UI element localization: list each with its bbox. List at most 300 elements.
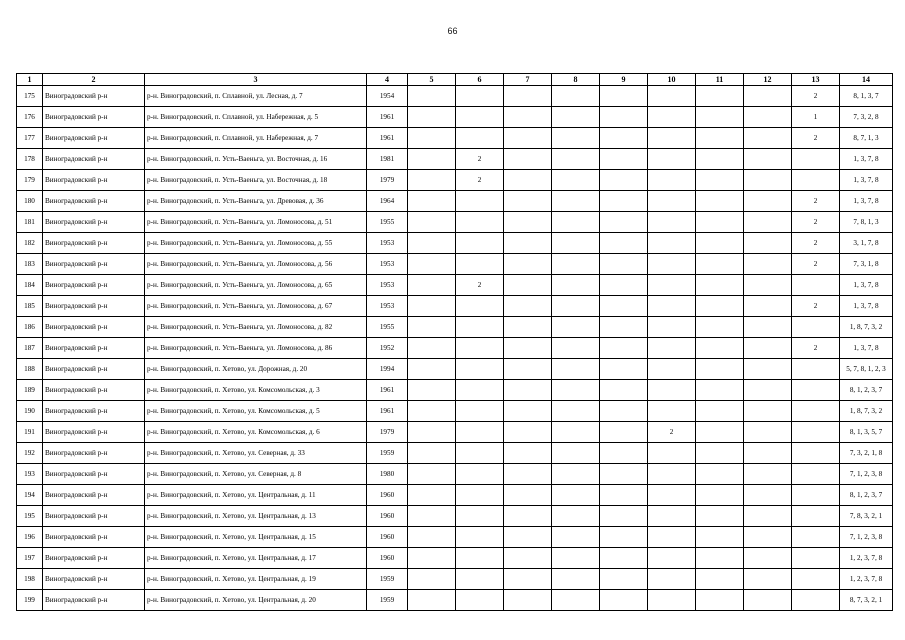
col12-cell [744, 86, 792, 107]
col8-cell [552, 443, 600, 464]
col5-cell [408, 149, 456, 170]
col11-cell [696, 422, 744, 443]
page-number: 66 [447, 26, 458, 36]
col13-cell: 2 [792, 338, 840, 359]
column-header: 4 [367, 74, 408, 86]
col10-cell: 2 [648, 422, 696, 443]
col14-cell: 1, 8, 7, 3, 2 [840, 401, 893, 422]
table-row [17, 191, 893, 212]
col14-cell: 7, 1, 2, 3, 8 [840, 527, 893, 548]
table-row [17, 170, 893, 191]
district-cell: Виноградовский р-н [43, 569, 145, 590]
address-cell: р-н. Виноградовский, п. Усть-Ваеньга, ул. Восточная, д. 18 [145, 170, 367, 191]
col7-cell [504, 233, 552, 254]
col14-cell: 8, 7, 1, 3 [840, 128, 893, 149]
year-cell: 1961 [367, 107, 408, 128]
col11-cell [696, 527, 744, 548]
col12-cell [744, 233, 792, 254]
year-cell: 1953 [367, 296, 408, 317]
col12-cell [744, 296, 792, 317]
col12-cell [744, 527, 792, 548]
col9-cell [600, 275, 648, 296]
col8-cell [552, 128, 600, 149]
col14-cell: 1, 3, 7, 8 [840, 275, 893, 296]
col13-cell [792, 275, 840, 296]
col5-cell [408, 212, 456, 233]
table-row [17, 275, 893, 296]
col12-cell [744, 401, 792, 422]
col7-cell [504, 317, 552, 338]
col10-cell [648, 338, 696, 359]
col8-cell [552, 590, 600, 611]
col9-cell [600, 191, 648, 212]
col5-cell [408, 485, 456, 506]
col10-cell [648, 296, 696, 317]
col9-cell [600, 170, 648, 191]
col9-cell [600, 443, 648, 464]
col14-cell: 7, 8, 1, 3 [840, 212, 893, 233]
table-row [17, 86, 893, 107]
col7-cell [504, 170, 552, 191]
col5-cell [408, 569, 456, 590]
col8-cell [552, 233, 600, 254]
row-number: 180 [17, 191, 43, 212]
col10-cell [648, 254, 696, 275]
col6-cell [456, 464, 504, 485]
table-row [17, 569, 893, 590]
col5-cell [408, 317, 456, 338]
col13-cell [792, 464, 840, 485]
table-row [17, 485, 893, 506]
col8-cell [552, 401, 600, 422]
col14-cell: 1, 3, 7, 8 [840, 296, 893, 317]
col12-cell [744, 422, 792, 443]
col7-cell [504, 296, 552, 317]
table-row [17, 464, 893, 485]
table-body [17, 86, 893, 611]
col8-cell [552, 422, 600, 443]
table-row [17, 296, 893, 317]
col8-cell [552, 527, 600, 548]
row-number: 184 [17, 275, 43, 296]
col14-cell: 1, 3, 7, 8 [840, 338, 893, 359]
row-number: 189 [17, 380, 43, 401]
district-cell: Виноградовский р-н [43, 233, 145, 254]
col10-cell [648, 191, 696, 212]
district-cell: Виноградовский р-н [43, 548, 145, 569]
row-number: 194 [17, 485, 43, 506]
col7-cell [504, 212, 552, 233]
column-header: 5 [408, 74, 456, 86]
table-row [17, 107, 893, 128]
col5-cell [408, 359, 456, 380]
col12-cell [744, 485, 792, 506]
col9-cell [600, 359, 648, 380]
address-cell: р-н. Виноградовский, п. Сплавной, ул. Набережная, д. 5 [145, 107, 367, 128]
district-cell: Виноградовский р-н [43, 86, 145, 107]
year-cell: 1980 [367, 464, 408, 485]
col11-cell [696, 443, 744, 464]
col9-cell [600, 401, 648, 422]
col11-cell [696, 485, 744, 506]
address-cell: р-н. Виноградовский, п. Хетово, ул. Центральная, д. 11 [145, 485, 367, 506]
column-header: 6 [456, 74, 504, 86]
row-number: 195 [17, 506, 43, 527]
col6-cell [456, 359, 504, 380]
address-cell: р-н. Виноградовский, п. Сплавной, ул. Набережная, д. 7 [145, 128, 367, 149]
col6-cell [456, 317, 504, 338]
year-cell: 1961 [367, 401, 408, 422]
col7-cell [504, 149, 552, 170]
col9-cell [600, 254, 648, 275]
column-header: 1 [17, 74, 43, 86]
col7-cell [504, 422, 552, 443]
col6-cell [456, 548, 504, 569]
col12-cell [744, 212, 792, 233]
row-number: 176 [17, 107, 43, 128]
column-header: 11 [696, 74, 744, 86]
address-cell: р-н. Виноградовский, п. Хетово, ул. Северная, д. 8 [145, 464, 367, 485]
year-cell: 1960 [367, 527, 408, 548]
column-header: 12 [744, 74, 792, 86]
col6-cell [456, 128, 504, 149]
year-cell: 1981 [367, 149, 408, 170]
housing-registry-table [16, 73, 893, 611]
col9-cell [600, 422, 648, 443]
col11-cell [696, 212, 744, 233]
row-number: 188 [17, 359, 43, 380]
col8-cell [552, 107, 600, 128]
district-cell: Виноградовский р-н [43, 149, 145, 170]
col14-cell: 1, 3, 7, 8 [840, 170, 893, 191]
col10-cell [648, 590, 696, 611]
table-row [17, 212, 893, 233]
col13-cell [792, 443, 840, 464]
row-number: 183 [17, 254, 43, 275]
col6-cell [456, 485, 504, 506]
col5-cell [408, 590, 456, 611]
col9-cell [600, 338, 648, 359]
col9-cell [600, 506, 648, 527]
col10-cell [648, 548, 696, 569]
district-cell: Виноградовский р-н [43, 380, 145, 401]
col11-cell [696, 401, 744, 422]
col13-cell [792, 317, 840, 338]
col13-cell [792, 422, 840, 443]
col5-cell [408, 548, 456, 569]
col5-cell [408, 506, 456, 527]
col12-cell [744, 191, 792, 212]
row-number: 175 [17, 86, 43, 107]
col7-cell [504, 443, 552, 464]
address-cell: р-н. Виноградовский, п. Хетово, ул. Центральная, д. 19 [145, 569, 367, 590]
col12-cell [744, 506, 792, 527]
address-cell: р-н. Виноградовский, п. Хетово, ул. Центральная, д. 20 [145, 590, 367, 611]
col8-cell [552, 359, 600, 380]
col12-cell [744, 170, 792, 191]
row-number: 185 [17, 296, 43, 317]
col11-cell [696, 506, 744, 527]
col8-cell [552, 380, 600, 401]
col7-cell [504, 380, 552, 401]
year-cell: 1979 [367, 422, 408, 443]
col11-cell [696, 359, 744, 380]
row-number: 198 [17, 569, 43, 590]
table-row [17, 590, 893, 611]
col10-cell [648, 401, 696, 422]
col5-cell [408, 296, 456, 317]
col5-cell [408, 107, 456, 128]
col6-cell [456, 380, 504, 401]
col11-cell [696, 548, 744, 569]
col12-cell [744, 107, 792, 128]
col10-cell [648, 317, 696, 338]
year-cell: 1994 [367, 359, 408, 380]
col13-cell: 2 [792, 212, 840, 233]
table-row [17, 233, 893, 254]
col10-cell [648, 485, 696, 506]
col11-cell [696, 317, 744, 338]
col5-cell [408, 443, 456, 464]
col11-cell [696, 191, 744, 212]
col6-cell: 2 [456, 170, 504, 191]
row-number: 182 [17, 233, 43, 254]
col13-cell [792, 401, 840, 422]
address-cell: р-н. Виноградовский, п. Усть-Ваеньга, ул. Древовая, д. 36 [145, 191, 367, 212]
district-cell: Виноградовский р-н [43, 506, 145, 527]
col13-cell [792, 170, 840, 191]
col5-cell [408, 233, 456, 254]
col13-cell: 2 [792, 233, 840, 254]
col8-cell [552, 149, 600, 170]
column-header: 2 [43, 74, 145, 86]
year-cell: 1960 [367, 506, 408, 527]
col5-cell [408, 275, 456, 296]
district-cell: Виноградовский р-н [43, 443, 145, 464]
col7-cell [504, 548, 552, 569]
district-cell: Виноградовский р-н [43, 485, 145, 506]
col8-cell [552, 485, 600, 506]
column-header: 7 [504, 74, 552, 86]
table-row [17, 380, 893, 401]
row-number: 196 [17, 527, 43, 548]
col12-cell [744, 128, 792, 149]
col9-cell [600, 149, 648, 170]
col9-cell [600, 485, 648, 506]
col14-cell: 1, 2, 3, 7, 8 [840, 548, 893, 569]
col8-cell [552, 275, 600, 296]
district-cell: Виноградовский р-н [43, 128, 145, 149]
district-cell: Виноградовский р-н [43, 296, 145, 317]
year-cell: 1960 [367, 485, 408, 506]
col13-cell [792, 506, 840, 527]
col10-cell [648, 233, 696, 254]
col8-cell [552, 170, 600, 191]
col11-cell [696, 149, 744, 170]
col5-cell [408, 128, 456, 149]
row-number: 199 [17, 590, 43, 611]
year-cell: 1961 [367, 380, 408, 401]
col6-cell [456, 212, 504, 233]
col9-cell [600, 380, 648, 401]
district-cell: Виноградовский р-н [43, 191, 145, 212]
col10-cell [648, 170, 696, 191]
col11-cell [696, 338, 744, 359]
year-cell: 1954 [367, 86, 408, 107]
table-row [17, 422, 893, 443]
col8-cell [552, 254, 600, 275]
table-row [17, 548, 893, 569]
year-cell: 1959 [367, 443, 408, 464]
row-number: 181 [17, 212, 43, 233]
col9-cell [600, 464, 648, 485]
col7-cell [504, 485, 552, 506]
col12-cell [744, 380, 792, 401]
col10-cell [648, 149, 696, 170]
col9-cell [600, 296, 648, 317]
address-cell: р-н. Виноградовский, п. Усть-Ваеньга, ул. Ломоносова, д. 55 [145, 233, 367, 254]
row-number: 190 [17, 401, 43, 422]
col6-cell [456, 107, 504, 128]
col6-cell [456, 338, 504, 359]
col14-cell: 1, 3, 7, 8 [840, 191, 893, 212]
col6-cell [456, 443, 504, 464]
col10-cell [648, 464, 696, 485]
col14-cell: 7, 8, 3, 2, 1 [840, 506, 893, 527]
col8-cell [552, 212, 600, 233]
col10-cell [648, 443, 696, 464]
address-cell: р-н. Виноградовский, п. Хетово, ул. Комсомольская, д. 3 [145, 380, 367, 401]
table-row [17, 317, 893, 338]
col13-cell: 2 [792, 86, 840, 107]
col9-cell [600, 527, 648, 548]
col5-cell [408, 380, 456, 401]
col10-cell [648, 506, 696, 527]
col12-cell [744, 149, 792, 170]
row-number: 179 [17, 170, 43, 191]
col14-cell: 8, 1, 3, 7 [840, 86, 893, 107]
col7-cell [504, 128, 552, 149]
col13-cell [792, 569, 840, 590]
row-number: 191 [17, 422, 43, 443]
col12-cell [744, 590, 792, 611]
col11-cell [696, 170, 744, 191]
address-cell: р-н. Виноградовский, п. Усть-Ваеньга, ул. Ломоносова, д. 82 [145, 317, 367, 338]
row-number: 186 [17, 317, 43, 338]
col13-cell: 1 [792, 107, 840, 128]
col13-cell: 2 [792, 128, 840, 149]
col14-cell: 8, 1, 3, 5, 7 [840, 422, 893, 443]
table-row [17, 359, 893, 380]
col10-cell [648, 527, 696, 548]
col5-cell [408, 527, 456, 548]
col13-cell [792, 548, 840, 569]
year-cell: 1964 [367, 191, 408, 212]
col6-cell [456, 569, 504, 590]
col6-cell [456, 296, 504, 317]
col14-cell: 7, 3, 2, 1, 8 [840, 443, 893, 464]
col7-cell [504, 527, 552, 548]
col10-cell [648, 359, 696, 380]
year-cell: 1953 [367, 275, 408, 296]
header-row [17, 74, 893, 86]
col6-cell [456, 191, 504, 212]
col8-cell [552, 338, 600, 359]
col6-cell [456, 422, 504, 443]
col7-cell [504, 401, 552, 422]
col6-cell [456, 590, 504, 611]
col12-cell [744, 254, 792, 275]
col13-cell [792, 149, 840, 170]
col8-cell [552, 317, 600, 338]
address-cell: р-н. Виноградовский, п. Усть-Ваеньга, ул. Восточная, д. 16 [145, 149, 367, 170]
col7-cell [504, 275, 552, 296]
col11-cell [696, 86, 744, 107]
col8-cell [552, 506, 600, 527]
year-cell: 1960 [367, 548, 408, 569]
col7-cell [504, 569, 552, 590]
address-cell: р-н. Виноградовский, п. Хетово, ул. Дорожная, д. 20 [145, 359, 367, 380]
year-cell: 1979 [367, 170, 408, 191]
col14-cell: 3, 1, 7, 8 [840, 233, 893, 254]
col12-cell [744, 443, 792, 464]
year-cell: 1959 [367, 569, 408, 590]
col7-cell [504, 464, 552, 485]
address-cell: р-н. Виноградовский, п. Усть-Ваеньга, ул. Ломоносова, д. 86 [145, 338, 367, 359]
col8-cell [552, 86, 600, 107]
col13-cell [792, 380, 840, 401]
col11-cell [696, 128, 744, 149]
col12-cell [744, 548, 792, 569]
col9-cell [600, 86, 648, 107]
address-cell: р-н. Виноградовский, п. Хетово, ул. Северная, д. 33 [145, 443, 367, 464]
table-row [17, 149, 893, 170]
col12-cell [744, 317, 792, 338]
address-cell: р-н. Виноградовский, п. Усть-Ваеньга, ул. Ломоносова, д. 67 [145, 296, 367, 317]
col7-cell [504, 359, 552, 380]
col9-cell [600, 212, 648, 233]
col7-cell [504, 86, 552, 107]
district-cell: Виноградовский р-н [43, 401, 145, 422]
table-row [17, 527, 893, 548]
col14-cell: 8, 1, 2, 3, 7 [840, 380, 893, 401]
district-cell: Виноградовский р-н [43, 212, 145, 233]
address-cell: р-н. Виноградовский, п. Усть-Ваеньга, ул. Ломоносова, д. 56 [145, 254, 367, 275]
col11-cell [696, 107, 744, 128]
col10-cell [648, 128, 696, 149]
row-number: 192 [17, 443, 43, 464]
col11-cell [696, 275, 744, 296]
col6-cell: 2 [456, 149, 504, 170]
col5-cell [408, 464, 456, 485]
col9-cell [600, 590, 648, 611]
col13-cell [792, 590, 840, 611]
col10-cell [648, 275, 696, 296]
district-cell: Виноградовский р-н [43, 422, 145, 443]
district-cell: Виноградовский р-н [43, 107, 145, 128]
col11-cell [696, 569, 744, 590]
col10-cell [648, 569, 696, 590]
col11-cell [696, 233, 744, 254]
col14-cell: 1, 8, 7, 3, 2 [840, 317, 893, 338]
col14-cell: 7, 1, 2, 3, 8 [840, 464, 893, 485]
col11-cell [696, 296, 744, 317]
year-cell: 1953 [367, 254, 408, 275]
address-cell: р-н. Виноградовский, п. Усть-Ваеньга, ул. Ломоносова, д. 65 [145, 275, 367, 296]
col10-cell [648, 212, 696, 233]
col13-cell [792, 359, 840, 380]
district-cell: Виноградовский р-н [43, 590, 145, 611]
